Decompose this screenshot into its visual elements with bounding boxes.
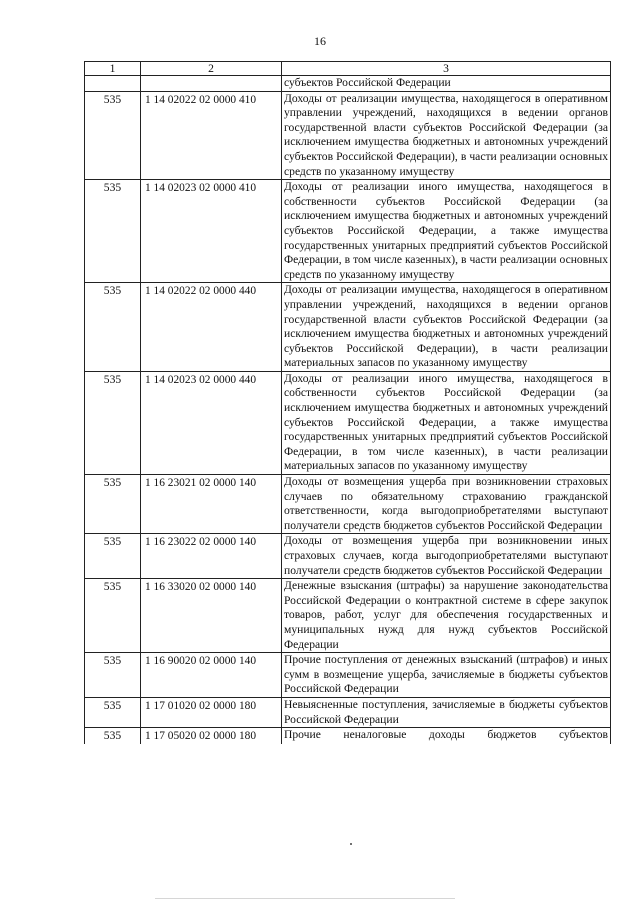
continuation-description: субъектов Российской Федерации: [282, 76, 611, 92]
table-row: [85, 697, 611, 727]
income-description: Доходы от реализации иного имущества, находящегося в собственности субъектов Российской Федерации (за исключением имущества бюджетных и автономных учреждений субъектов Российской Федерации, а также имущества государственных унитарных предприятий субъектов Российской Федерации, в том числе казенных), в части реализации материальных запасов по указанному имуществу: [282, 371, 611, 474]
budget-classification-code: 1 16 33020 02 0000 140: [141, 579, 282, 653]
table-row-continuation: [85, 76, 611, 92]
revenue-codes-table: [84, 61, 611, 744]
table-row: [85, 371, 611, 474]
table-row: [85, 728, 611, 744]
table-row: [85, 579, 611, 653]
income-description: Доходы от возмещения ущерба при возникновении иных страховых случаев, когда выгодоприобретателями выступают получатели средств бюджетов субъектов Российской Федерации: [282, 534, 611, 579]
header-col-3: 3: [282, 62, 611, 76]
empty-cell: [141, 76, 282, 92]
admin-code: 535: [85, 180, 141, 283]
income-description: Доходы от реализации имущества, находящегося в оперативном управлении учреждений, находящихся в ведении органов государственной власти субъектов Российской Федерации (за исключением имущества бюджетных и автономных учреждений субъектов Российской Федерации), в части реализации основных средств по указанному имуществу: [282, 91, 611, 180]
admin-code: 535: [85, 91, 141, 180]
page-edge-line: [155, 898, 455, 899]
admin-code: 535: [85, 475, 141, 534]
admin-code: 535: [85, 534, 141, 579]
table-row: [85, 91, 611, 180]
budget-classification-code: 1 17 01020 02 0000 180: [141, 697, 282, 727]
admin-code: 535: [85, 579, 141, 653]
empty-cell: [85, 76, 141, 92]
income-description: Доходы от реализации имущества, находящегося в оперативном управлении учреждений, находящихся в ведении органов государственной власти субъектов Российской Федерации (за исключением имущества бюджетных и автономных учреждений субъектов Российской Федерации), в части реализации материальных запасов по указанному имуществу: [282, 283, 611, 372]
table-header-row: [85, 62, 611, 76]
budget-classification-code: 1 16 90020 02 0000 140: [141, 653, 282, 698]
table-row: [85, 475, 611, 534]
scan-speck: [350, 843, 352, 845]
budget-classification-code: 1 17 05020 02 0000 180: [141, 728, 282, 744]
income-description: Прочие неналоговые доходы бюджетов субъектов: [282, 728, 611, 744]
page-number: 16: [314, 34, 326, 48]
table-row: [85, 653, 611, 698]
income-description: Доходы от возмещения ущерба при возникновении страховых случаев по обязательному страхованию гражданской ответственности, когда выгодоприобретателями выступают получатели средств бюджетов субъектов Российской Федерации: [282, 475, 611, 534]
admin-code: 535: [85, 371, 141, 474]
admin-code: 535: [85, 653, 141, 698]
budget-classification-code: 1 16 23021 02 0000 140: [141, 475, 282, 534]
budget-classification-code: 1 14 02023 02 0000 440: [141, 371, 282, 474]
income-description: Доходы от реализации иного имущества, находящегося в собственности субъектов Российской Федерации (за исключением имущества бюджетных и автономных учреждений субъектов Российской Федерации, а также имущества государственных унитарных предприятий субъектов Российской Федерации, в том числе казенных), в части реализации основных средств по указанному имуществу: [282, 180, 611, 283]
header-col-2: 2: [141, 62, 282, 76]
income-description: Денежные взыскания (штрафы) за нарушение законодательства Российской Федерации о контрактной системе в сфере закупок товаров, работ, услуг для обеспечения государственных и муниципальных нужд для нужд субъектов Российской Федерации: [282, 579, 611, 653]
admin-code: 535: [85, 283, 141, 372]
budget-classification-code: 1 14 02022 02 0000 440: [141, 283, 282, 372]
header-col-1: 1: [85, 62, 141, 76]
budget-classification-code: 1 16 23022 02 0000 140: [141, 534, 282, 579]
table-row: [85, 534, 611, 579]
income-description: Прочие поступления от денежных взысканий (штрафов) и иных сумм в возмещение ущерба, зачисляемые в бюджеты субъектов Российской Федерации: [282, 653, 611, 698]
admin-code: 535: [85, 697, 141, 727]
table-row: [85, 283, 611, 372]
income-description: Невыясненные поступления, зачисляемые в бюджеты субъектов Российской Федерации: [282, 697, 611, 727]
table-row: [85, 180, 611, 283]
budget-classification-code: 1 14 02023 02 0000 410: [141, 180, 282, 283]
admin-code: 535: [85, 728, 141, 744]
budget-classification-code: 1 14 02022 02 0000 410: [141, 91, 282, 180]
